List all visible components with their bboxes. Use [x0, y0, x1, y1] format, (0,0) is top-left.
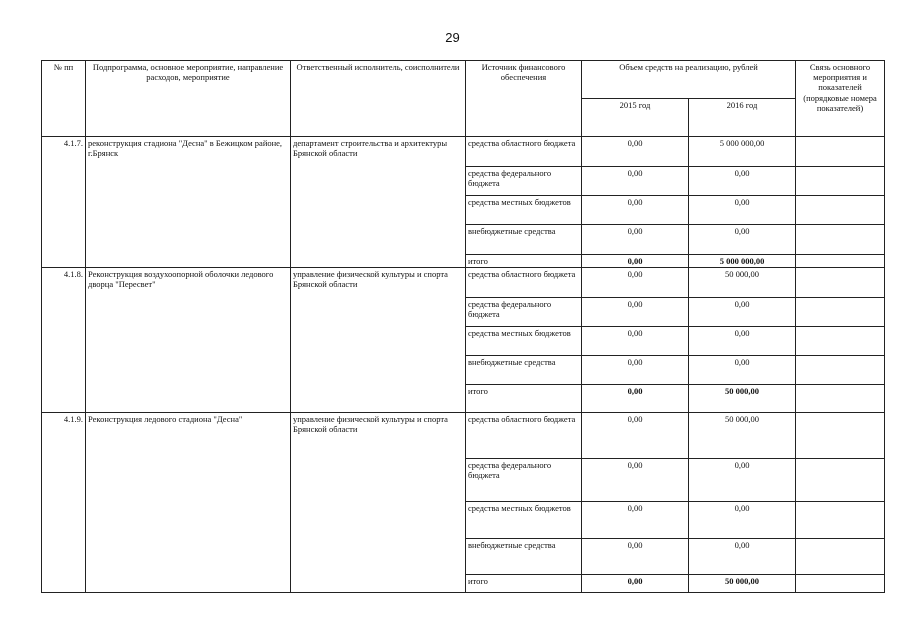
row-source: средства федерального бюджета	[466, 459, 582, 502]
row-value-2015: 0,00	[582, 196, 689, 225]
row-value-2015: 0,00	[582, 459, 689, 502]
row-value-2016: 50 000,00	[689, 268, 796, 298]
row-value-2015: 0,00	[582, 137, 689, 167]
row-value-2015: 0,00	[582, 413, 689, 459]
row-executor: департамент строительства и архитектуры Брянской области	[291, 137, 466, 268]
header-link: Связь основного мероприятия и показателей (порядковые номера показателей)	[796, 61, 885, 137]
row-value-2016: 50 000,00	[689, 385, 796, 413]
row-link-cell	[796, 167, 885, 196]
row-source: итого	[466, 575, 582, 593]
row-source: средства местных бюджетов	[466, 502, 582, 539]
header-year-2016: 2016 год	[689, 99, 796, 137]
row-value-2015: 0,00	[582, 356, 689, 385]
table-row	[42, 268, 885, 298]
row-link-cell	[796, 502, 885, 539]
row-activity-name: Реконструкция воздухоопорной оболочки ледового дворца "Пересвет"	[86, 268, 291, 413]
row-activity-name: реконструкция стадиона "Десна" в Бежицком районе, г.Брянск	[86, 137, 291, 268]
row-value-2015: 0,00	[582, 502, 689, 539]
header-number: № пп	[42, 61, 86, 137]
row-value-2016: 0,00	[689, 196, 796, 225]
row-activity-name: Реконструкция ледового стадиона "Десна"	[86, 413, 291, 593]
row-value-2016: 0,00	[689, 459, 796, 502]
row-value-2016: 0,00	[689, 327, 796, 356]
row-value-2015: 0,00	[582, 298, 689, 327]
financing-table	[41, 60, 885, 593]
row-code: 4.1.7.	[42, 137, 86, 268]
row-link-cell	[796, 327, 885, 356]
row-value-2016: 0,00	[689, 225, 796, 255]
row-value-2015: 0,00	[582, 575, 689, 593]
row-link-cell	[796, 539, 885, 575]
row-source: средства федерального бюджета	[466, 167, 582, 196]
row-value-2015: 0,00	[582, 268, 689, 298]
row-source: внебюджетные средства	[466, 356, 582, 385]
row-value-2016: 50 000,00	[689, 575, 796, 593]
row-link-cell	[796, 385, 885, 413]
row-source: средства местных бюджетов	[466, 196, 582, 225]
row-link-cell	[796, 298, 885, 327]
row-link-cell	[796, 413, 885, 459]
row-value-2016: 0,00	[689, 356, 796, 385]
table-body	[42, 137, 885, 593]
row-source: итого	[466, 255, 582, 268]
row-link-cell	[796, 356, 885, 385]
row-link-cell	[796, 137, 885, 167]
row-source: внебюджетные средства	[466, 225, 582, 255]
header-executor: Ответственный исполнитель, соисполнители	[291, 61, 466, 137]
header-volume: Объем средств на реализацию, рублей	[582, 61, 796, 99]
header-source: Источник финансового обеспечения	[466, 61, 582, 137]
row-value-2015: 0,00	[582, 167, 689, 196]
row-value-2015: 0,00	[582, 327, 689, 356]
row-code: 4.1.8.	[42, 268, 86, 413]
row-source: итого	[466, 385, 582, 413]
row-code: 4.1.9.	[42, 413, 86, 593]
row-source: средства федерального бюджета	[466, 298, 582, 327]
row-link-cell	[796, 225, 885, 255]
header-year-2015: 2015 год	[582, 99, 689, 137]
row-value-2015: 0,00	[582, 385, 689, 413]
row-value-2016: 0,00	[689, 167, 796, 196]
row-link-cell	[796, 268, 885, 298]
table-row	[42, 137, 885, 167]
row-executor: управление физической культуры и спорта Брянской области	[291, 413, 466, 593]
row-source: средства местных бюджетов	[466, 327, 582, 356]
row-value-2015: 0,00	[582, 539, 689, 575]
row-value-2016: 50 000,00	[689, 413, 796, 459]
header-name: Подпрограмма, основное мероприятие, направление расходов, мероприятие	[86, 61, 291, 137]
row-source: внебюджетные средства	[466, 539, 582, 575]
row-value-2016: 5 000 000,00	[689, 255, 796, 268]
row-link-cell	[796, 575, 885, 593]
row-link-cell	[796, 459, 885, 502]
row-value-2015: 0,00	[582, 255, 689, 268]
row-source: средства областного бюджета	[466, 137, 582, 167]
row-executor: управление физической культуры и спорта Брянской области	[291, 268, 466, 413]
row-value-2016: 5 000 000,00	[689, 137, 796, 167]
row-source: средства областного бюджета	[466, 268, 582, 298]
table-row	[42, 413, 885, 459]
row-link-cell	[796, 255, 885, 268]
row-source: средства областного бюджета	[466, 413, 582, 459]
row-link-cell	[796, 196, 885, 225]
row-value-2015: 0,00	[582, 225, 689, 255]
page-number: 29	[445, 30, 460, 45]
row-value-2016: 0,00	[689, 502, 796, 539]
row-value-2016: 0,00	[689, 539, 796, 575]
row-value-2016: 0,00	[689, 298, 796, 327]
